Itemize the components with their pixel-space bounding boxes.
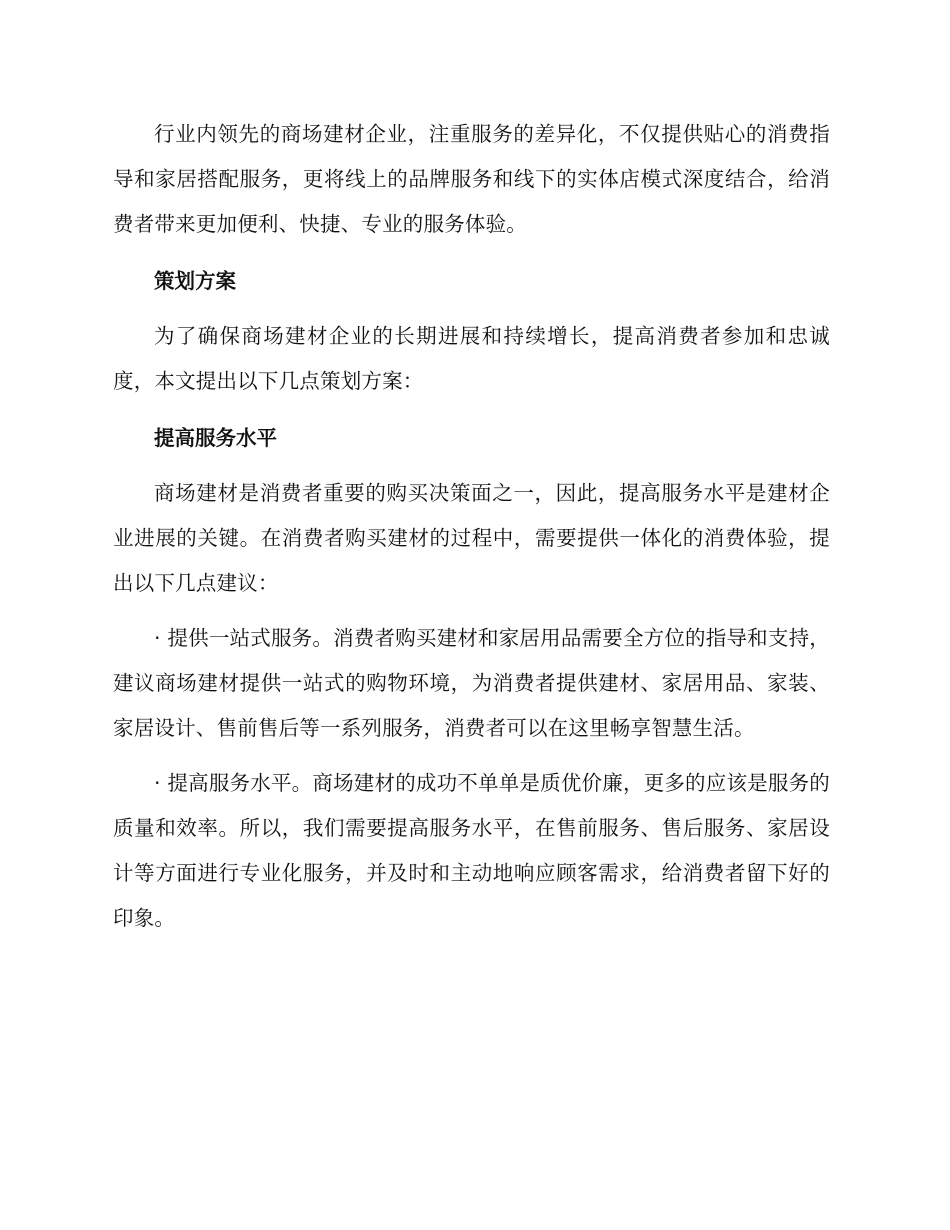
bullet-item-one-stop: · 提供一站式服务。消费者购买建材和家居用品需要全方位的指导和支持，建议商场建材提供一站式的购物环境，为消费者提供建材、家居用品、家装、家居设计、售前售后等一系列服务，消费者可以在这里畅享智慧生活。 [113,626,830,740]
service-paragraph: 商场建材是消费者重要的购买决策面之一，因此，提高服务水平是建材企业进展的关键。在消费者购买建材的过程中，需要提供一体化的消费体验，提出以下几点建议： [113,481,830,595]
intro-paragraph: 行业内领先的商场建材企业，注重服务的差异化，不仅提供贴心的消费指导和家居搭配服务，更将线上的品牌服务和线下的实体店模式深度结合，给消费者带来更加便利、快捷、专业的服务体验。 [113,122,830,236]
section-heading-plan: 策划方案 [154,269,236,293]
bullet-item-service-level: · 提高服务水平。商场建材的成功不单单是质优价廉，更多的应该是服务的质量和效率。所以，我们需要提高服务水平，在售前服务、售后服务、家居设计等方面进行专业化服务，并及时和主动地响应顾客需求，给消费者留下好的印象。 [113,771,830,930]
section-heading-service: 提高服务水平 [154,426,277,450]
plan-paragraph: 为了确保商场建材企业的长期进展和持续增长，提高消费者参加和忠诚度，本文提出以下几点策划方案： [113,324,830,393]
